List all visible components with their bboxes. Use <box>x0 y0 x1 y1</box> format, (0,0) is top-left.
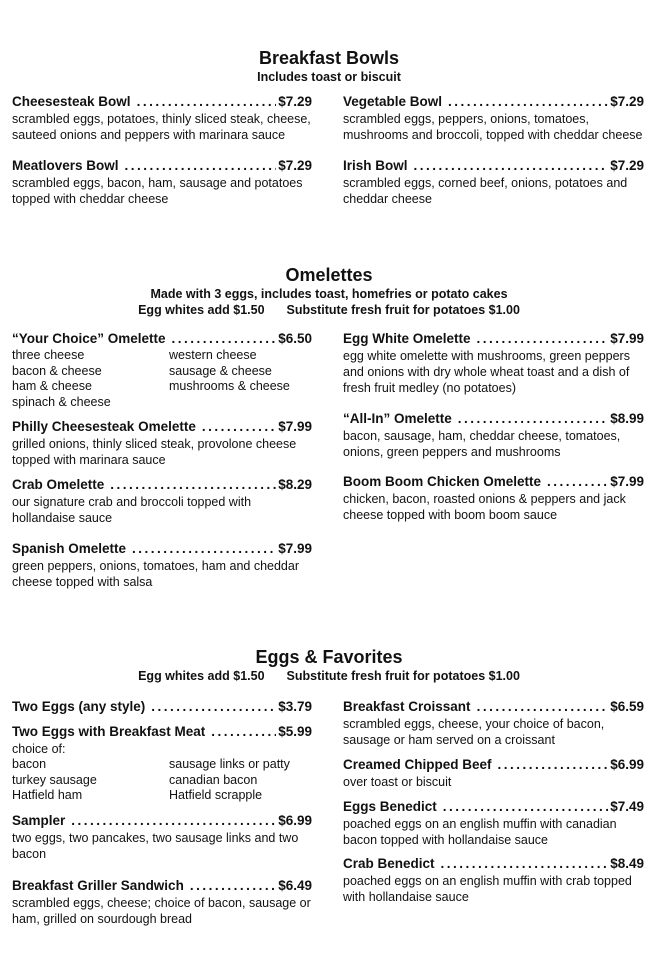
item-price: $6.99 <box>278 813 312 828</box>
item-name: Two Eggs with Breakfast Meat <box>12 724 206 739</box>
item-description: choice of: <box>12 742 66 756</box>
leader-dots <box>211 724 276 740</box>
item-description: egg white omelette with mushrooms, green peppers and onions with dry whole wheat toast and a dish of fresh fruit medley (no potatoes) <box>343 349 630 395</box>
item-name: Vegetable Bowl <box>343 94 443 109</box>
leader-dots <box>498 757 609 773</box>
menu-item-crab-benedict <box>343 856 644 905</box>
omelettes-notes <box>0 303 658 317</box>
item-price: $6.99 <box>610 757 644 772</box>
leader-dots <box>202 419 276 435</box>
option: ham & cheese <box>12 379 92 393</box>
egg-whites-note: Egg whites add $1.50 <box>138 303 265 317</box>
option: mushrooms & cheese <box>169 379 290 393</box>
option: western cheese <box>169 348 257 362</box>
item-name: Sampler <box>12 813 66 828</box>
leader-dots <box>547 474 608 490</box>
item-name: Eggs Benedict <box>343 799 437 814</box>
item-name: Philly Cheesesteak Omelette <box>12 419 196 434</box>
item-description: green peppers, onions, tomatoes, ham and cheddar cheese topped with salsa <box>12 559 299 589</box>
item-description: scrambled eggs, corned beef, onions, potatoes and cheddar cheese <box>343 176 628 206</box>
item-name: Crab Omelette <box>12 477 105 492</box>
item-price: $6.50 <box>278 331 312 346</box>
menu-item-all-in-omelette <box>343 411 644 460</box>
leader-dots <box>137 94 277 110</box>
item-description: scrambled eggs, cheese, your choice of bacon, sausage or ham served on a croissant <box>343 717 605 747</box>
item-name: Irish Bowl <box>343 158 408 173</box>
eggs-favorites-title: Eggs & Favorites <box>255 647 403 667</box>
item-name: Spanish Omelette <box>12 541 127 556</box>
leader-dots <box>477 699 609 715</box>
leader-dots <box>458 411 608 427</box>
leader-dots <box>151 699 276 715</box>
leader-dots <box>172 331 277 347</box>
item-description: poached eggs on an english muffin with canadian bacon topped with hollandaise sauce <box>343 817 617 847</box>
menu-item-boom-boom-chicken-omelette <box>343 474 644 523</box>
option: sausage & cheese <box>169 363 272 378</box>
item-description: over toast or biscuit <box>343 775 452 789</box>
item-price: $8.29 <box>278 477 312 492</box>
item-price: $7.49 <box>610 799 644 814</box>
leader-dots <box>71 813 276 829</box>
leader-dots <box>132 541 276 557</box>
menu-item-two-eggs <box>12 699 312 715</box>
menu-item-crab-omelette <box>12 477 312 526</box>
item-description: poached eggs on an english muffin with crab topped with hollandaise sauce <box>343 874 632 904</box>
menu-item-creamed-chipped-beef <box>343 757 644 790</box>
item-price: $8.49 <box>610 856 644 871</box>
option: bacon <box>12 757 47 771</box>
menu-item-egg-white-omelette <box>343 331 644 396</box>
breakfast-bowls-subtitle: Includes toast or biscuit <box>257 70 401 84</box>
menu-item-philly-cheesesteak-omelette <box>12 419 312 468</box>
omelettes-title: Omelettes <box>285 265 373 285</box>
option: turkey sausage <box>12 772 97 787</box>
item-description: chicken, bacon, roasted onions & peppers and jack cheese topped with boom boom sauce <box>343 492 626 522</box>
item-price: $6.49 <box>278 878 312 893</box>
item-name: Meatlovers Bowl <box>12 158 119 173</box>
item-name: Breakfast Griller Sandwich <box>12 878 184 893</box>
option: bacon & cheese <box>12 363 102 378</box>
item-name: Egg White Omelette <box>343 331 471 346</box>
item-price: $6.59 <box>610 699 644 714</box>
item-description: scrambled eggs, cheese; choice of bacon, sausage or ham, grilled on sourdough bread <box>12 896 311 926</box>
item-price: $7.99 <box>610 331 644 346</box>
item-description: scrambled eggs, bacon, ham, sausage and potatoes topped with cheddar cheese <box>12 176 303 206</box>
option: sausage links or patty <box>169 757 290 771</box>
item-name: “Your Choice” Omelette <box>12 331 166 346</box>
breakfast-bowls-title: Breakfast Bowls <box>258 48 400 68</box>
leader-dots <box>414 158 609 174</box>
item-price: $7.29 <box>278 94 312 109</box>
item-name: Cheesesteak Bowl <box>12 94 131 109</box>
leader-dots <box>443 799 608 815</box>
option-list <box>12 348 312 410</box>
item-price: $7.29 <box>278 158 312 173</box>
item-description: scrambled eggs, potatoes, thinly sliced steak, cheese, sauteed onions and peppers with marinara sauce <box>12 112 311 142</box>
item-price: $7.29 <box>610 94 644 109</box>
menu-item-meatlovers-bowl <box>12 158 312 207</box>
menu-item-vegetable-bowl <box>343 94 644 143</box>
omelettes-subtitle: Made with 3 eggs, includes toast, homefries or potato cakes <box>150 287 508 301</box>
item-name: “All-In” Omelette <box>343 411 452 426</box>
item-price: $3.79 <box>278 699 312 714</box>
menu-item-spanish-omelette <box>12 541 312 590</box>
menu-item-sampler <box>12 813 312 862</box>
option: Hatfield scrapple <box>169 788 263 802</box>
menu-item-breakfast-griller-sandwich <box>12 878 312 927</box>
egg-whites-note: Egg whites add $1.50 <box>138 669 265 683</box>
item-name: Creamed Chipped Beef <box>343 757 492 772</box>
item-price: $8.99 <box>610 411 644 426</box>
leader-dots <box>190 878 276 894</box>
menu-item-eggs-benedict <box>343 799 644 848</box>
option: spinach & cheese <box>12 394 111 409</box>
leader-dots <box>441 856 609 872</box>
item-name: Two Eggs (any style) <box>12 699 146 714</box>
item-price: $7.99 <box>610 474 644 489</box>
leader-dots <box>110 477 276 493</box>
option: Hatfield ham <box>12 788 83 802</box>
option-list <box>12 757 312 804</box>
leader-dots <box>125 158 277 174</box>
fruit-substitute-note: Substitute fresh fruit for potatoes $1.00 <box>286 669 520 683</box>
item-name: Breakfast Croissant <box>343 699 471 714</box>
item-price: $5.99 <box>278 724 312 739</box>
menu-item-irish-bowl <box>343 158 644 207</box>
item-name: Boom Boom Chicken Omelette <box>343 474 542 489</box>
leader-dots <box>448 94 608 110</box>
item-description: our signature crab and broccoli topped with hollandaise sauce <box>12 495 252 525</box>
leader-dots <box>477 331 609 347</box>
fruit-substitute-note: Substitute fresh fruit for potatoes $1.00 <box>286 303 520 317</box>
item-description: grilled onions, thinly sliced steak, provolone cheese topped with marinara sauce <box>12 437 297 467</box>
item-name: Crab Benedict <box>343 856 435 871</box>
menu-item-cheesesteak-bowl <box>12 94 312 143</box>
item-description: two eggs, two pancakes, two sausage links and two bacon <box>12 831 299 861</box>
item-description: scrambled eggs, peppers, onions, tomatoes, mushrooms and broccoli, topped with cheddar cheese <box>343 112 643 142</box>
menu-item-breakfast-croissant <box>343 699 644 748</box>
eggs-favorites-notes <box>0 669 658 683</box>
item-price: $7.29 <box>610 158 644 173</box>
option: canadian bacon <box>169 772 258 787</box>
item-price: $7.99 <box>278 541 312 556</box>
option: three cheese <box>12 348 85 362</box>
item-price: $7.99 <box>278 419 312 434</box>
menu-item-two-eggs-breakfast-meat <box>12 724 312 804</box>
item-description: bacon, sausage, ham, cheddar cheese, tomatoes, onions, green peppers and mushrooms <box>343 429 621 459</box>
menu-item-your-choice-omelette <box>12 331 312 410</box>
